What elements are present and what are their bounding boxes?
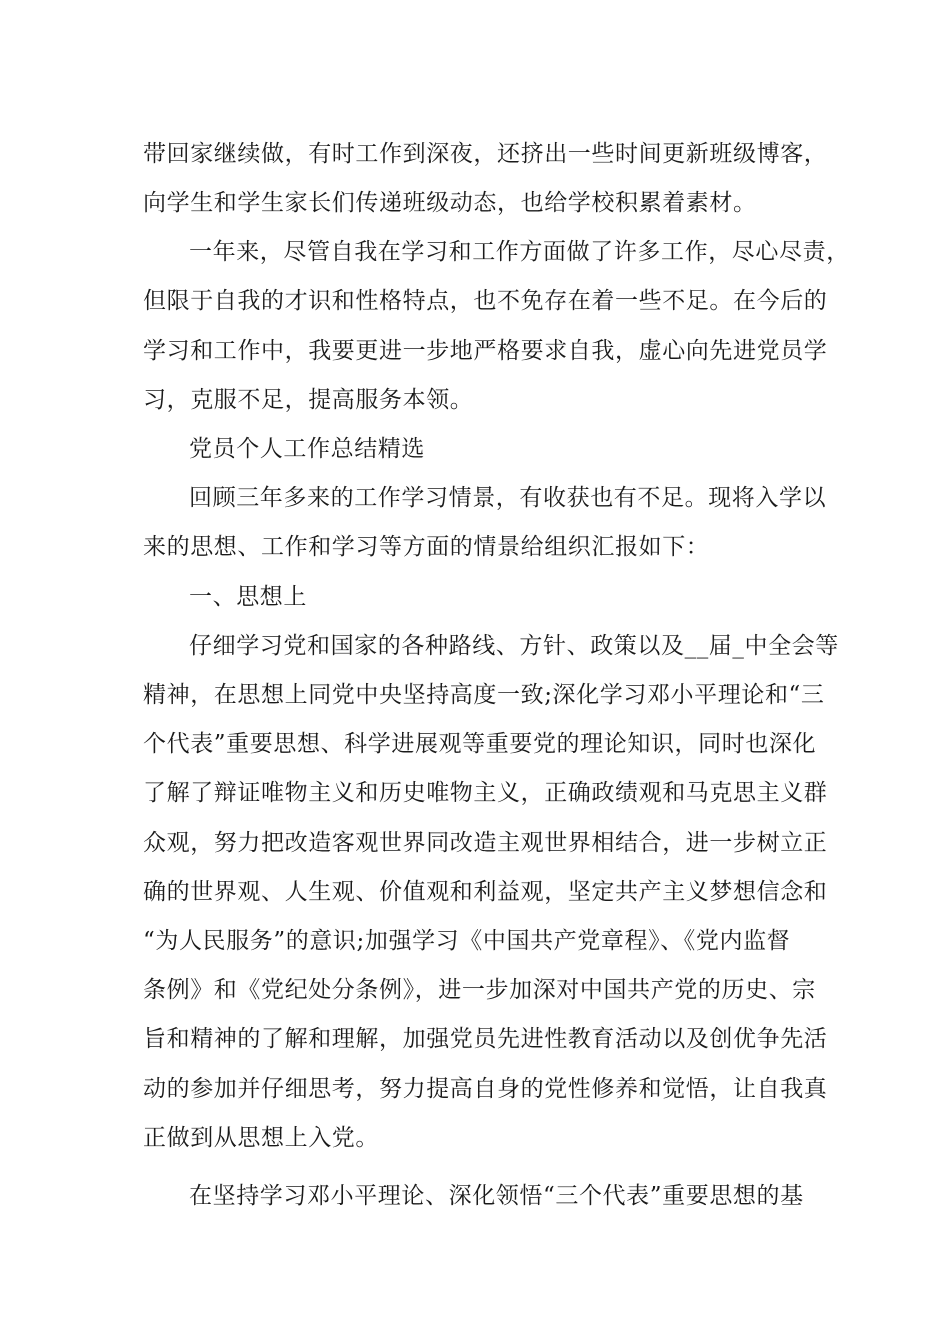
section-title: 党员个人工作总结精选 [189,436,425,462]
text-line: 动的参加并仔细思考，努力提高自身的党性修养和觉悟，让自我真 [143,1076,828,1102]
text-line: 习，克服不足，提高服务本领。 [143,387,474,413]
text-line: 众观，努力把改造客观世界同改造主观世界相结合，进一步树立正 [143,830,828,856]
paragraph-start-line: 一年来，尽管自我在学习和工作方面做了许多工作，尽心尽责， [189,239,850,265]
text-line: 个代表”重要思想、科学进展观等重要党的理论知识，同时也深化 [143,731,817,757]
text-line: 精神，在思想上同党中央坚持高度一致;深化学习邓小平理论和“三 [143,682,825,708]
text-line: 带回家继续做，有时工作到深夜，还挤出一些时间更新班级博客， [143,141,828,167]
text-line: 向学生和学生家长们传递班级动态，也给学校积累着素材。 [143,190,757,216]
text-line: 来的思想、工作和学习等方面的情景给组织汇报如下： [143,534,710,560]
text-line: 但限于自我的才识和性格特点，也不免存在着一些不足。在今后的 [143,288,828,314]
text-line: 了解了辩证唯物主义和历史唯物主义，正确政绩观和马克思主义群 [143,780,828,806]
paragraph-start-line: 仔细学习党和国家的各种路线、方针、政策以及__届_中全会等 [189,633,839,659]
paragraph-start-line: 回顾三年多来的工作学习情景，有收获也有不足。现将入学以 [189,485,827,511]
text-line: 条例》和《党纪处分条例》，进一步加深对中国共产党的历史、宗 [143,977,816,1003]
text-line: 旨和精神的了解和理解，加强党员先进性教育活动以及创优争先活 [143,1026,828,1052]
text-line: 正做到从思想上入党。 [143,1125,379,1151]
text-line: 确的世界观、人生观、价值观和利益观，坚定共产主义梦想信念和 [143,879,828,905]
text-line: 学习和工作中，我要更进一步地严格要求自我，虚心向先进党员学 [143,338,828,364]
text-line: “为人民服务”的意识;加强学习《中国共产党章程》、《党内监督 [143,928,791,954]
section-heading: 一、思想上 [189,584,307,610]
paragraph-start-line: 在坚持学习邓小平理论、深化领悟“三个代表”重要思想的基 [189,1183,804,1209]
